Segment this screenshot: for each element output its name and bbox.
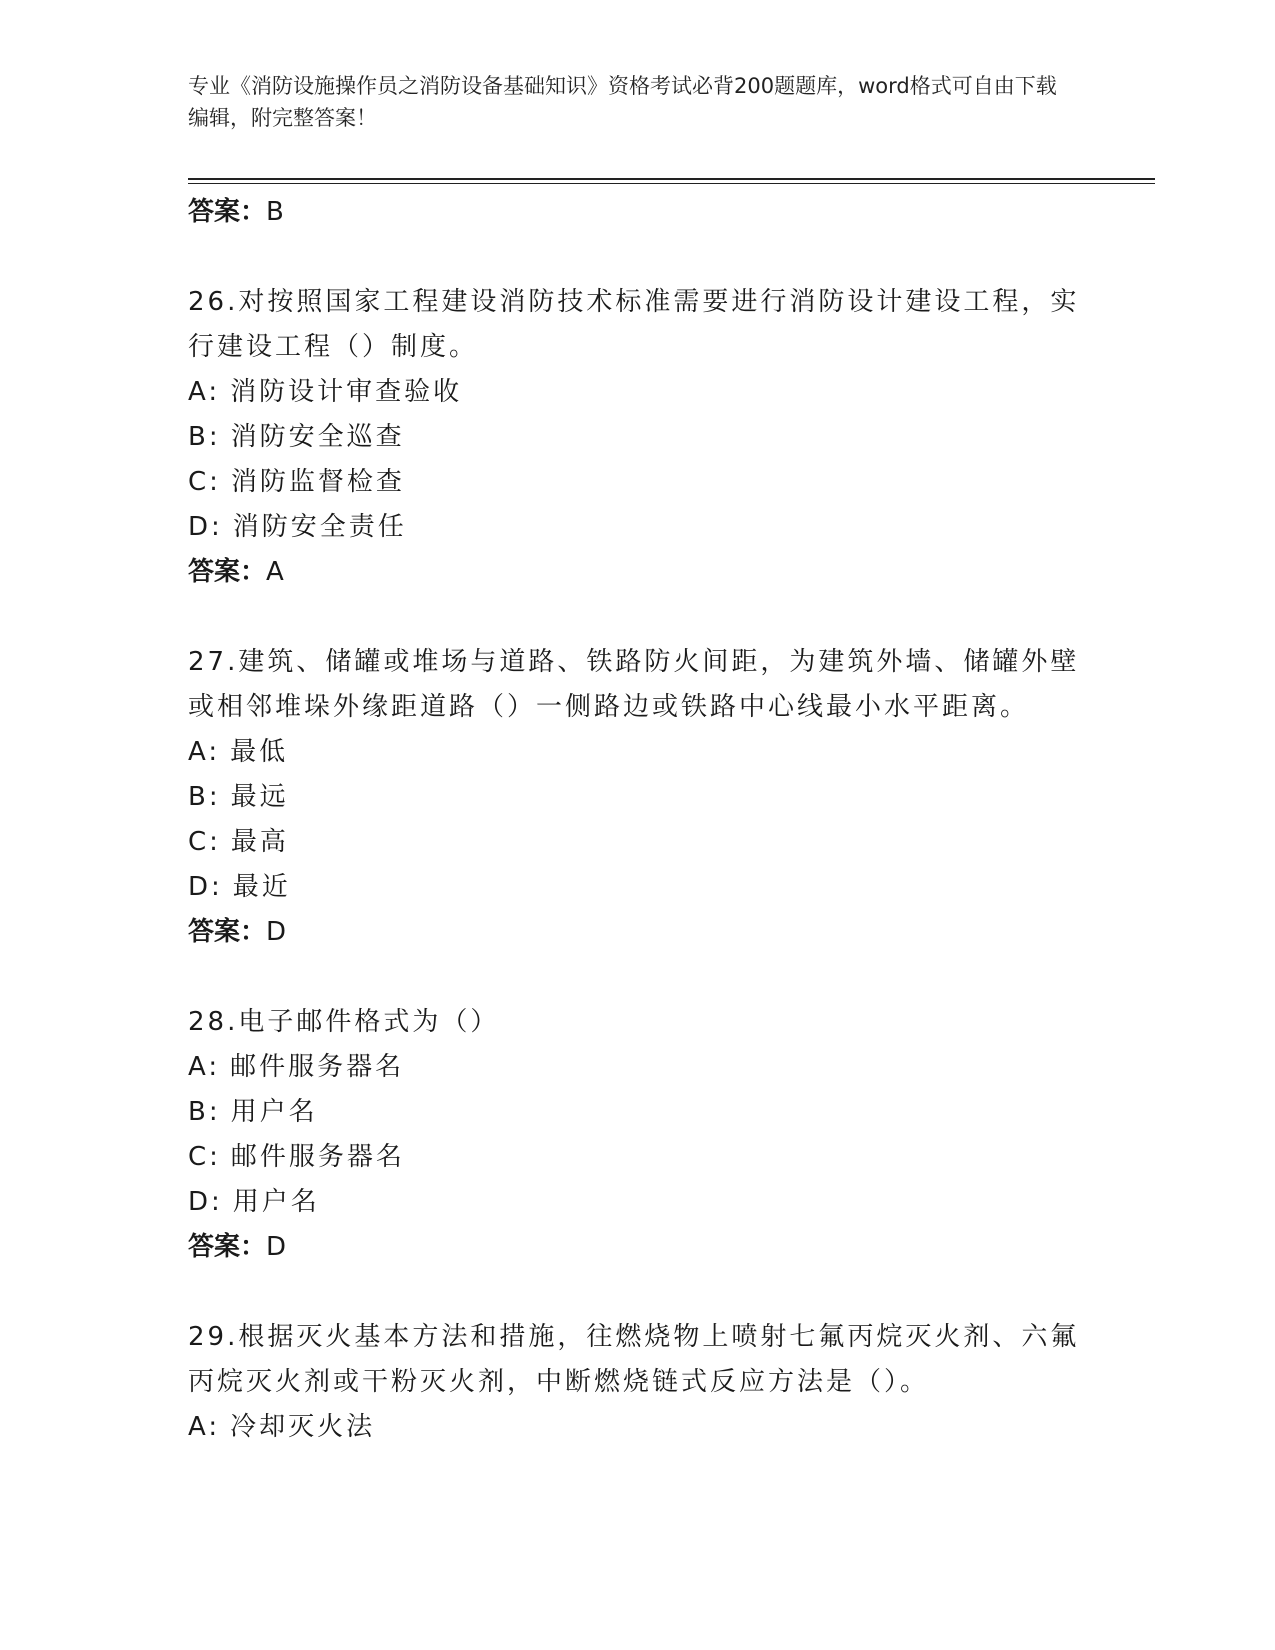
option-a [188,370,1088,415]
question-27 [188,640,1088,955]
answer-value: D [266,917,287,947]
answer-value: A [266,557,284,587]
option-a [188,1045,1088,1090]
option-label: D: [188,512,223,542]
option-text: 邮件服务器名 [230,1142,405,1172]
option-text: 最低 [230,737,289,767]
option-b [188,1090,1088,1135]
option-label: B: [188,782,221,812]
option-c [188,820,1088,865]
option-label: C: [188,467,221,497]
option-d [188,505,1088,550]
answer-prefix: 答案： [188,557,267,587]
option-text: 用户名 [230,1097,318,1127]
option-label: D: [188,872,223,902]
option-label: B: [188,1097,221,1127]
option-label: A: [188,377,221,407]
answer-line [188,1225,1088,1270]
question-29 [188,1315,1088,1450]
answer-value: B [266,197,284,227]
option-d [188,1180,1088,1225]
option-label: D: [188,1187,223,1217]
option-label: C: [188,1142,221,1172]
option-a [188,1405,1088,1450]
option-c [188,1135,1088,1180]
answer-line [188,190,1088,235]
option-label: A: [188,737,221,767]
answer-prefix: 答案： [188,197,267,227]
option-b [188,775,1088,820]
option-label: B: [188,422,221,452]
option-text: 消防监督检查 [230,467,405,497]
answer-prefix: 答案： [188,917,267,947]
option-text: 冷却灭火法 [230,1412,376,1442]
option-a [188,730,1088,775]
question-stem: 29.根据灭火基本方法和措施，往燃烧物上喷射七氟丙烷灭火剂、六氟丙烷灭火剂或干粉灭火剂，中断燃烧链式反应方法是（）。 [188,1322,1080,1397]
option-d [188,865,1088,910]
question-28 [188,1000,1088,1270]
question-stem: 28.电子邮件格式为（） [188,1007,500,1037]
answer-line [188,550,1088,595]
option-label: A: [188,1412,221,1442]
question-list [188,190,1088,1450]
option-text: 最高 [230,827,289,857]
option-label: C: [188,827,221,857]
option-label: A: [188,1052,221,1082]
option-text: 消防安全巡查 [230,422,405,452]
option-text: 用户名 [232,1187,320,1217]
option-text: 最远 [230,782,289,812]
option-text: 邮件服务器名 [230,1052,405,1082]
answer-value: D [266,1232,287,1262]
page-header: 专业《消防设施操作员之消防设备基础知识》资格考试必背200题题库，word格式可自由下载编辑，附完整答案！ [188,74,1057,130]
option-text: 最近 [232,872,291,902]
option-b [188,415,1088,460]
header-divider [188,178,1155,180]
option-text: 消防设计审查验收 [230,377,463,407]
question-26 [188,280,1088,595]
question-stem: 26.对按照国家工程建设消防技术标准需要进行消防设计建设工程，实行建设工程（）制度。 [188,287,1080,362]
answer-prefix: 答案： [188,1232,267,1262]
answer-line [188,910,1088,955]
option-text: 消防安全责任 [232,512,407,542]
header-divider-thin [188,183,1155,184]
option-c [188,460,1088,505]
question-stem: 27.建筑、储罐或堆场与道路、铁路防火间距，为建筑外墙、储罐外壁或相邻堆垛外缘距道路（）一侧路边或铁路中心线最小水平距离。 [188,647,1080,722]
